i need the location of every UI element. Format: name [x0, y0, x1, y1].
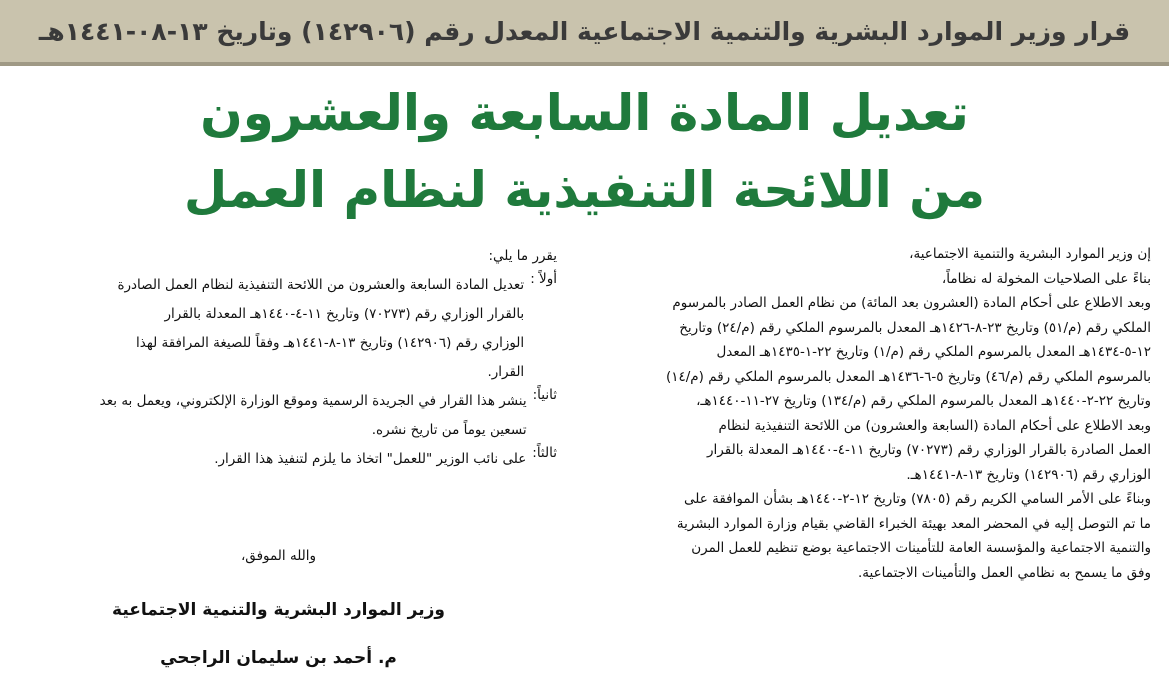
decision-column — [17, 242, 557, 474]
item-line: ينشر هذا القرار في الجريدة الرسمية وموقع الوزارة الإلكتروني، ويعمل به بعد — [99, 393, 527, 409]
decision-item-first — [17, 271, 557, 387]
decision-intro: يقرر ما يلي: — [488, 248, 557, 264]
decision-item-second — [17, 387, 557, 445]
preamble-line: العمل الصادرة بالقرار الوزاري رقم (٧٠٢٧٣) وتاريخ ١١-٤-١٤٤٠هـ المعدلة بالقرار — [707, 442, 1151, 458]
item-label: ثانياً: — [532, 387, 557, 403]
preamble-line: وفق ما يسمح به نظامي العمل والتأمينات الاجتماعية. — [858, 564, 1151, 581]
document-title-line-2: من اللائحة التنفيذية لنظام العمل — [183, 161, 986, 219]
preamble-column — [551, 242, 1151, 585]
preamble-line: بناءً على الصلاحيات المخولة له نظاماً، — [941, 270, 1151, 287]
item-line: تسعين يوماً من تاريخ نشره. — [371, 422, 527, 438]
signature-title: وزير الموارد البشرية والتنمية الاجتماعية — [112, 600, 445, 620]
preamble-line: الملكي رقم (م/٥١) وتاريخ ٢٣-٨-١٤٢٦هـ المعدل بالمرسوم الملكي رقم (م/٢٤) وتاريخ — [679, 319, 1151, 336]
item-line: بالقرار الوزاري رقم (٧٠٢٧٣) وتاريخ ١١-٤-١٤٤٠هـ المعدلة بالقرار — [164, 306, 525, 322]
item-line: تعديل المادة السابعة والعشرون من اللائحة التنفيذية لنظام العمل الصادرة — [117, 277, 525, 293]
preamble-line: والتنمية الاجتماعية والمؤسسة العامة للتأمينات الاجتماعية بوضع تنظيم للعمل المرن — [691, 540, 1151, 556]
preamble-line: وبناءً على الأمر السامي الكريم رقم (٧٨٠٥) وتاريخ ١٢-٢-١٤٤٠هـ بشأن الموافقة على — [684, 491, 1151, 507]
item-line: على نائب الوزير "للعمل" اتخاذ ما يلزم لتنفيذ هذا القرار. — [214, 451, 527, 467]
preamble-line: وتاريخ ٢٢-٢-١٤٤٠هـ المعدل بالمرسوم الملكي رقم (م/١٣٤) وتاريخ ٢٧-١١-١٤٤٠هـ، — [696, 393, 1151, 409]
item-label: أولاً : — [530, 271, 557, 287]
document-title-line-1: تعديل المادة السابعة والعشرون — [200, 84, 969, 142]
preamble-line: ١٢-٥-١٤٣٤هـ المعدل بالمرسوم الملكي رقم (م/١) وتاريخ ٢٢-١-١٤٣٥هـ المعدل — [716, 344, 1151, 360]
signature-name: م. أحمد بن سليمان الراجحي — [160, 648, 397, 668]
closing-text: والله الموفق، — [240, 548, 317, 564]
preamble-line: الوزاري رقم (١٤٢٩٠٦) وتاريخ ١٣-٨-١٤٤١هـ. — [906, 466, 1151, 483]
preamble-line: بالمرسوم الملكي رقم (م/٤٦) وتاريخ ٥-٦-١٤٣٦هـ المعدل بالمرسوم الملكي رقم (م/١٤) — [665, 368, 1151, 385]
preamble-line: ما تم التوصل إليه في المحضر المعد بهيئة الخبراء القاضي بقيام وزارة الموارد البشرية — [676, 515, 1151, 532]
header-banner — [0, 0, 1169, 66]
item-line: الوزاري رقم (١٤٢٩٠٦) وتاريخ ١٣-٨-١٤٤١هـ وفقاً للصيغة المرافقة لهذا — [136, 335, 525, 351]
preamble-line: إن وزير الموارد البشرية والتنمية الاجتماعية، — [909, 246, 1151, 262]
item-label: ثالثاً: — [532, 445, 557, 461]
decision-item-third — [17, 445, 557, 474]
banner-text: قرار وزير الموارد البشرية والتنمية الاجتماعية المعدل رقم (١٤٢٩٠٦) وتاريخ ١٣-٠٨-١٤٤١هـ — [38, 16, 1131, 46]
preamble-line: وبعد الاطلاع على أحكام المادة (السابعة والعشرون) من اللائحة التنفيذية لنظام — [718, 417, 1151, 434]
item-line: القرار. — [487, 364, 525, 380]
preamble-line: وبعد الاطلاع على أحكام المادة (العشرون بعد المائة) من نظام العمل الصادر بالمرسوم — [672, 295, 1151, 311]
